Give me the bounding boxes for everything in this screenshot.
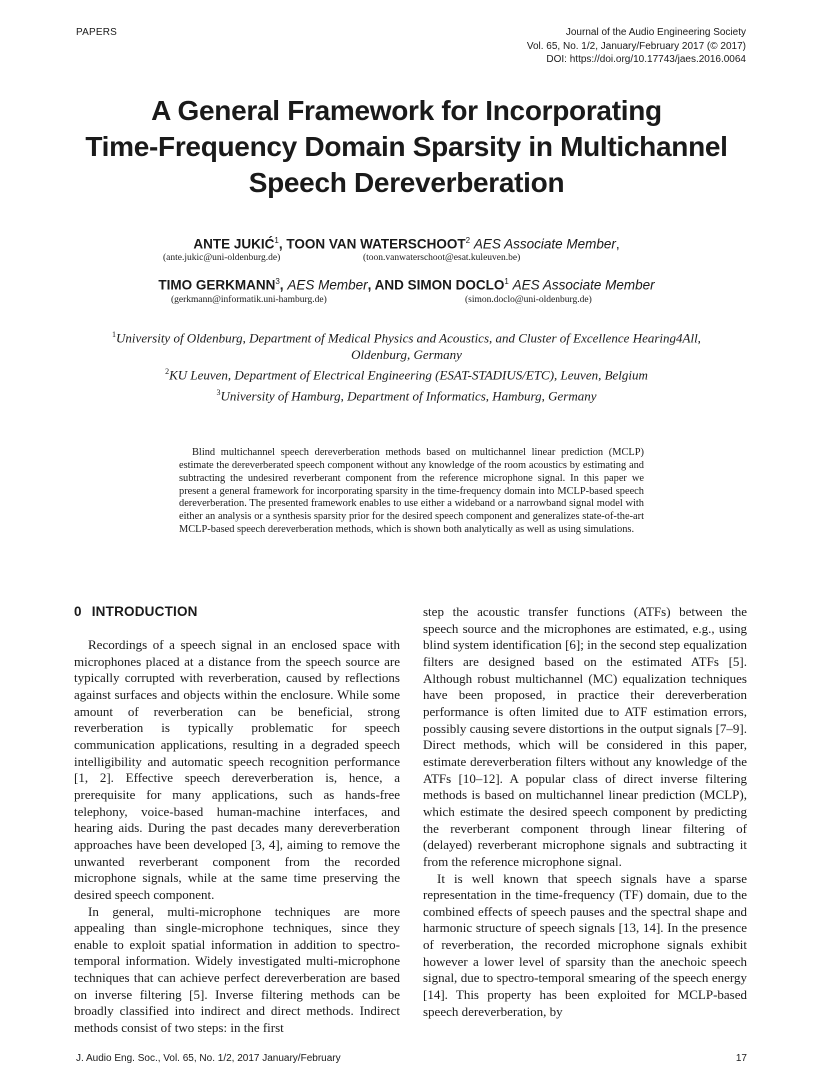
author-name: SIMON DOCLO xyxy=(407,277,505,293)
author-conjunction: AND xyxy=(374,277,404,293)
title-line: Time-Frequency Domain Sparsity in Multichannel xyxy=(85,131,728,162)
doi-link[interactable]: DOI: https://doi.org/10.17743/jaes.2016.0064 xyxy=(546,54,746,65)
body-paragraph: step the acoustic transfer functions (ATFs) between the speech source and the microphones are estimated, e.g., using blind system identification [6]; in the second step equalization filters are designed based on the estimated ATFs [5]. Although robust multichannel (MC) equalization techniques have been proposed, in practice their dereverberation performance is often limited due to ATF estimation errors, possibly causing severe distortions in the output signals [7–9]. Direct methods, which will be considered in this paper, estimate dereverberation filters without any knowledge of the ATFs [10–12]. A popular class of direct inverse filtering methods is based on multichannel linear prediction (MCLP), which estimate the desired speech component by predicting the reverberant component through linear filtering of (delayed) reverberant microphone signals and subtracting it from the reference microphone signal. xyxy=(423,604,747,869)
footer-citation: J. Audio Eng. Soc., Vol. 65, No. 1/2, 2017 January/February xyxy=(76,1053,341,1064)
author-email: (toon.vanwaterschoot@esat.kuleuven.be) xyxy=(363,253,521,263)
affiliation-1: $^1$University of Oldenburg, Department of Medical Physics and Acoustics, and Cluster of Excellence Hearing4All, xyxy=(112,330,701,346)
body-paragraph: In general, multi-microphone techniques are more appealing than single-microphone techniques, since they enable to exploit spatial information in addition to spectro-temporal information. Widely investigated multi-microphone techniques that can achieve perfect dereverberation are based on inverse filtering [5]. Inverse filtering methods can be broadly classified into indirect and direct methods. Indirect methods consist of two steps: in the first xyxy=(74,903,400,1036)
author-email: (ante.jukic@uni-oldenburg.de) xyxy=(163,253,281,263)
author-name: TIMO GERKMANN xyxy=(158,277,276,293)
title-line: A General Framework for Incorporating xyxy=(151,95,662,126)
author-membership: AES Member xyxy=(287,277,368,293)
author-name: ANTE JUKIĆ xyxy=(193,236,275,252)
title-line: Speech Dereverberation xyxy=(248,167,565,198)
journal-header xyxy=(527,26,746,67)
author-affiliation-mark: 3 xyxy=(275,277,280,286)
section-title: INTRODUCTION xyxy=(91,604,198,619)
author-membership: AES Associate Member xyxy=(512,277,655,293)
author-email: (simon.doclo@uni-oldenburg.de) xyxy=(465,295,592,305)
author-affiliation-mark: 1 xyxy=(504,277,509,286)
page-number: 17 xyxy=(735,1053,747,1064)
author-email: (gerkmann@informatik.uni-hamburg.de) xyxy=(171,295,327,305)
author-line-2: TIMO GERKMANN$^3$, AES Member, AND SIMON DOCLO$^1$ AES Associate Member xyxy=(158,277,655,293)
right-column xyxy=(423,604,747,1020)
journal-volume: Vol. 65, No. 1/2, January/February 2017 (© 2017) xyxy=(526,40,746,52)
author-name: TOON VAN WATERSCHOOT xyxy=(286,236,466,252)
affiliation-1-cont: Oldenburg, Germany xyxy=(351,347,462,363)
section-label: PAPERS xyxy=(76,27,118,38)
affiliation-2: $^2$KU Leuven, Department of Electrical Engineering (ESAT-STADIUS/ETC), Leuven, Belgium xyxy=(165,367,648,383)
author-line-1: ANTE JUKIĆ$^1$, TOON VAN WATERSCHOOT$^2$ AES Associate Member, xyxy=(193,236,620,252)
affiliations xyxy=(40,326,773,404)
journal-name: Journal of the Audio Engineering Society xyxy=(565,27,746,38)
body-paragraph: It is well known that speech signals have a sparse representation in the time-frequency (TF) domain, due to the combined effects of speech pauses and the spectral shape and harmonic structure of speech signals [13, 14]. In the presence of reverberation, the recorded microphone signals exhibit however a lower level of sparsity than the anechoic speech signal, due to spectro-temporal smearing of the speech energy [14]. This property has been exploited for MCLP-based speech dereverberation, by xyxy=(423,870,747,1019)
left-column xyxy=(74,637,400,1037)
author-affiliation-mark: 1 xyxy=(274,236,279,245)
author-membership: AES Associate Member xyxy=(473,236,616,252)
affiliation-3: $^3$University of Hamburg, Department of Informatics, Hamburg, Germany xyxy=(216,387,597,403)
body-paragraph: Recordings of a speech signal in an enclosed space with microphones placed at a distance from the speech source are typically corrupted with reverberation, caused by reflections against surfaces and objects within the enclosure. While some amount of reverberation can be beneficial, strong reverberation is typically problematic for speech communication applications, resulting in a degraded speech intelligibility and automatic speech recognition performance [1, 2]. Effective speech dereverberation is, hence, a prerequisite for many applications, such as hands-free telephony, voice-based human-machine interfaces, and hearing aids. During the past decades many dereverberation approaches have been developed [3, 4], aiming to remove the unwanted reverberant component from the recorded microphone signals, while at the same time preserving the desired speech component. xyxy=(74,637,400,902)
section-heading xyxy=(74,604,198,619)
abstract: Blind multichannel speech dereverberation methods based on multichannel linear prediction (MCLP) estimate the dereverberated speech component without any knowledge of the room acoustics by estimating and subtracting the undesired reverberant component from the reference microphone signal. In this paper we present a general framework for incorporating sparsity in the time-frequency domain into MCLP-based speech dereverberation. The presented framework enables to use either a wideband or a narrowband signal model with either an analysis or a synthesis sparsity prior for the desired speech component and generalizes state-of-the-art MCLP-based speech dereverberation methods, which is shown both analytically as well as using simulations. xyxy=(179,447,644,536)
paper-title xyxy=(40,93,773,201)
section-number: 0 xyxy=(74,604,82,619)
author-affiliation-mark: 2 xyxy=(465,236,471,245)
